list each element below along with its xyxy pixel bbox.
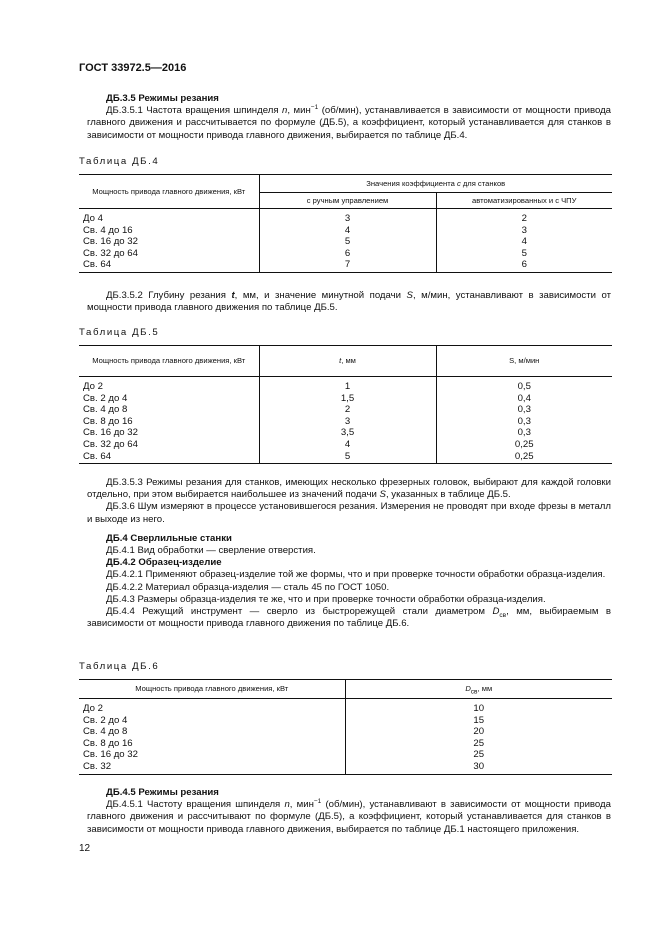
document-header: ГОСТ 33972.5—2016 xyxy=(79,62,187,74)
table-row: Св. 32 30 xyxy=(79,761,612,774)
column-header-power: Мощность привода главного движения, кВт xyxy=(79,175,259,209)
table-db-4-caption: Таблица ДБ.4 xyxy=(79,156,160,167)
column-header-power: Мощность привода главного движения, кВт xyxy=(79,680,345,699)
table-row: До 2 1 0,5 xyxy=(79,377,612,393)
paragraph-db-4-2-1: ДБ.4.2.1 Применяют образец-изделие той же формы, что и при проверке точности обработки образца-изделия. xyxy=(106,569,606,581)
table-row: Св. 64 7 6 xyxy=(79,259,612,272)
column-header-automated: автоматизированных и с ЧПУ xyxy=(436,193,612,209)
section-db-4-5 xyxy=(87,787,611,836)
paragraph-db-4-2-2: ДБ.4.2.2 Материал образца-изделия — сталь 45 по ГОСТ 1050. xyxy=(106,581,390,593)
table-row: Св. 4 до 8 2 0,3 xyxy=(79,404,612,416)
section-db-3-5-3-to-db-4-4 xyxy=(87,477,611,630)
table-row: Св. 32 до 64 4 0,25 xyxy=(79,439,612,451)
column-header-manual: с ручным управлением xyxy=(259,193,436,209)
paragraph-db-4-1: ДБ.4.1 Вид обработки — сверление отверстия. xyxy=(106,545,316,557)
table-row: Св. 8 до 16 25 xyxy=(79,738,612,750)
section-title: ДБ.4 Сверлильные станки xyxy=(106,532,232,544)
paragraph-db-4-4: ДБ.4.4 Режущий инструмент — сверло из быстрорежущей стали диаметром $D_{св}$, мм, выбираемым в зависимости от мощности привода главного движения по таблице ДБ.6. xyxy=(87,606,611,630)
paragraph-db-3-5-3: ДБ.3.5.3 Режимы резания для станков, имеющих несколько фрезерных головок, выбирают для каждой головки отдельно, при этом выбирается наибольшее из значений подачи S, указанных в таблице ДБ.5. xyxy=(87,477,611,501)
table-row: До 4 3 2 xyxy=(79,209,612,225)
paragraph-db-3-5-2: ДБ.3.5.2 Глубину резания t, мм, и значение минутной подачи S, м/мин, устанавливают в зависимости от мощности привода главного движения по таблице ДБ.5. xyxy=(87,290,611,314)
table-row: Св. 16 до 32 3,5 0,3 xyxy=(79,427,612,439)
column-header-drill-diameter: $D_{св}$, мм xyxy=(345,680,612,699)
page-number: 12 xyxy=(79,843,91,854)
column-header-power: Мощность привода главного движения, кВт xyxy=(79,346,259,377)
table-db-6 xyxy=(79,679,612,775)
paragraph-db-3-5-1: ДБ.3.5.1 Частота вращения шпинделя n, мин$^{-1}$ (об/мин), устанавливается в зависимости от мощности привода главного движения и рассчитывается по формуле (ДБ.5), а коэффициент, который устанавливается для станков в зависимости от мощности привода главного движения, выбирается по таблице ДБ.4. xyxy=(87,104,612,141)
table-db-5 xyxy=(79,345,612,464)
section-title: ДБ.4.5 Режимы резания xyxy=(106,787,219,798)
column-header-coefficient: Значения коэффициента c для станков xyxy=(259,175,612,193)
section-title: ДБ.3.5 Режимы резания xyxy=(106,93,219,104)
table-db-6-caption: Таблица ДБ.6 xyxy=(79,661,160,672)
table-row: Св. 4 до 8 20 xyxy=(79,726,612,738)
table-row: Св. 32 до 64 6 5 xyxy=(79,248,612,260)
table-row: Св. 16 до 32 25 xyxy=(79,749,612,761)
table-row: Св. 16 до 32 5 4 xyxy=(79,236,612,248)
column-header-feed: S, м/мин xyxy=(436,346,612,377)
table-row: До 2 10 xyxy=(79,699,612,715)
table-db-4 xyxy=(79,174,612,273)
table-db-5-caption: Таблица ДБ.5 xyxy=(79,327,160,338)
paragraph-db-3-6: ДБ.3.6 Шум измеряют в процессе установившегося резания. Измерения не проводят при входе фрезы в металл и выходе из него. xyxy=(87,501,611,525)
section-db-3-5 xyxy=(87,93,611,142)
table-row: Св. 2 до 4 1,5 0,4 xyxy=(79,393,612,405)
table-row: Св. 8 до 16 3 0,3 xyxy=(79,416,612,428)
table-row: Св. 4 до 16 4 3 xyxy=(79,225,612,237)
column-header-depth: t, мм xyxy=(259,346,436,377)
table-row: Св. 2 до 4 15 xyxy=(79,715,612,727)
paragraph-db-4-5-1: ДБ.4.5.1 Частоту вращения шпинделя n, мин$^{-1}$ (об/мин), устанавливают в зависимости от мощности привода главного движения и рассчитывают по формуле (ДБ.5), а коэффициент, который устанавливается для станков в зависимости от мощности привода главного движения, выбирается по таблице ДБ.1 настоящего приложения. xyxy=(87,798,611,835)
section-title: ДБ.4.2 Образец-изделие xyxy=(106,557,222,569)
table-row: Св. 64 5 0,25 xyxy=(79,451,612,464)
paragraph-db-4-3: ДБ.4.3 Размеры образца-изделия те же, что и при проверке точности обработки образца-изделия. xyxy=(106,593,546,605)
